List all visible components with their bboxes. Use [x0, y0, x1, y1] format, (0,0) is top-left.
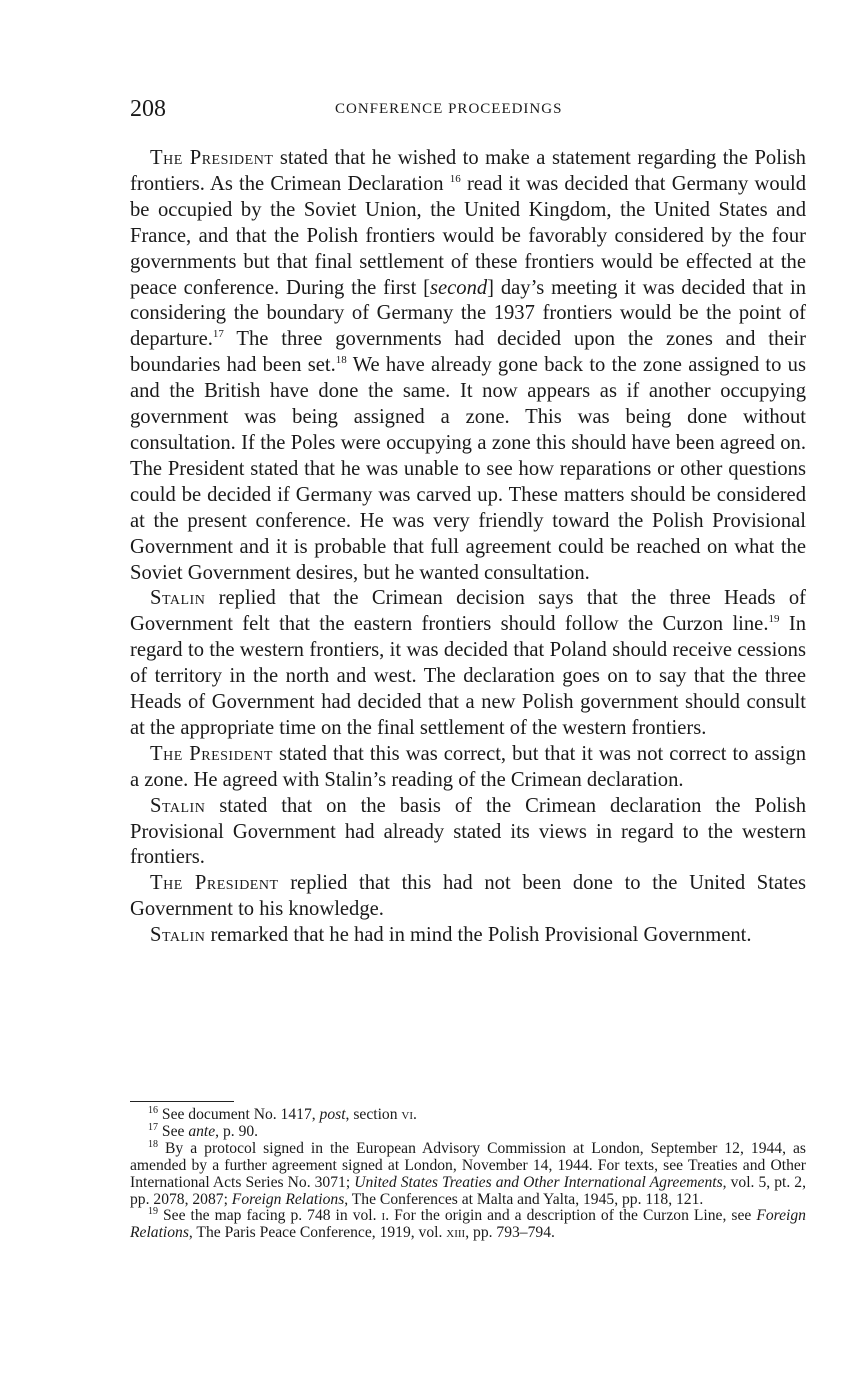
paragraph-text: stated that this was correct, but that it was not correct to assign a zone. He agreed with Stalin’s reading of the Crimean declaration.: [130, 742, 806, 791]
footnote-text: . For the origin and a description of the Curzon Line, see: [385, 1207, 757, 1225]
paragraph-text: replied that the Crimean decision says that the three Heads of Government felt that the eastern frontiers should follow the Curzon line.: [130, 587, 806, 636]
footnote-divider: [130, 1101, 234, 1102]
speaker-name: The President: [150, 872, 279, 895]
speaker-name: Stalin: [150, 794, 206, 817]
footnote-ref[interactable]: 18: [335, 354, 347, 367]
paragraph: [130, 923, 806, 949]
footnote-text: , vol. 5, pt. 2, pp. 2078, 2087;: [130, 1173, 806, 1208]
footnote-number: 16: [148, 1104, 158, 1116]
footnote-number: 18: [148, 1138, 158, 1150]
page-number: 208: [130, 96, 166, 122]
paragraph-text: stated that he wished to make a statement regarding the Polish frontiers. As the Crimean Declaration: [130, 147, 806, 195]
paragraph: [130, 742, 806, 794]
footnote-text-italic: ante: [188, 1122, 216, 1140]
footnote-text-italic: Foreign Relations: [130, 1207, 806, 1242]
footnote-ref[interactable]: 17: [212, 328, 224, 341]
body-text: [130, 146, 806, 949]
footnote: [130, 1104, 806, 1124]
footnote-number: 17: [148, 1121, 158, 1133]
paragraph: [130, 871, 806, 923]
footnote-roman-numeral: i: [381, 1207, 386, 1225]
footnote-ref[interactable]: 19: [768, 613, 780, 626]
running-title: CONFERENCE PROCEEDINGS: [335, 101, 563, 117]
footnote: [130, 1208, 806, 1242]
speaker-name: The President: [150, 742, 273, 765]
paragraph-text: read it was decided that Germany would be occupied by the Soviet Union, the United Kingdom, the United States and France, and that the Polish frontiers would be favorably considered by the four governments but that final settlement of these frontiers would be effected at the peace conference. During the first [: [130, 172, 807, 299]
speaker-name: Stalin: [150, 587, 206, 610]
paragraph: [130, 794, 806, 872]
paragraph: [130, 146, 806, 586]
footnote-text: , pp. 793–794.: [465, 1224, 555, 1242]
footnotes: [130, 1104, 806, 1242]
paragraph-text-italic: second: [429, 276, 488, 299]
footnote-roman-numeral: vi: [401, 1106, 414, 1123]
paragraph-text: ] day’s meeting it was decided that in considering the boundary of Germany the 1937 frontiers would be the point of departure.: [130, 276, 807, 351]
footnote-text-italic: United States Treaties and Other International Agreements: [354, 1173, 723, 1191]
footnote-text: See the map facing p. 748 in vol.: [158, 1207, 382, 1225]
paragraph: [130, 586, 806, 741]
footnote-number: 19: [148, 1206, 158, 1218]
footnote-text: See: [158, 1122, 189, 1140]
footnote-text: , The Paris Peace Conference, 1919, vol.: [188, 1224, 447, 1242]
paragraph-text: replied that this had not been done to the United States Government to his knowledge.: [130, 872, 806, 921]
paragraph-text: remarked that he had in mind the Polish Provisional Government.: [205, 924, 752, 947]
footnote-text: See document No. 1417,: [158, 1106, 320, 1123]
footnote-text: .: [413, 1106, 417, 1123]
paragraph-text: In regard to the western frontiers, it was decided that Poland should receive cessions of territory in the north and west. The declaration goes on to say that the three Heads of Government had decided that a new Polish government should consult at the appropriate time on the final settlement of the western frontiers.: [130, 613, 806, 739]
footnote-ref[interactable]: 16: [449, 173, 461, 186]
footnote-roman-numeral: xiii: [446, 1224, 466, 1242]
paragraph-text: stated that on the basis of the Crimean declaration the Polish Provisional Government had already stated its views in regard to the western frontiers.: [130, 794, 806, 869]
footnote-text: By a protocol signed in the European Advisory Commission at London, September 12, 1944, as amended by a further agreement signed at London, November 14, 1944. For texts, see Treaties and Other International Acts Series No. 3071;: [130, 1139, 806, 1191]
footnote-text: , section: [345, 1106, 402, 1123]
footnote: [130, 1121, 806, 1141]
footnote-text-italic: Foreign Relations: [231, 1190, 345, 1208]
footnote-text-italic: post: [319, 1106, 346, 1123]
footnote-text: , The Conferences at Malta and Yalta, 1945, pp. 118, 121.: [344, 1190, 704, 1208]
speaker-name: The President: [150, 147, 274, 169]
footnote-text: , p. 90.: [215, 1122, 259, 1140]
paragraph-text: The three governments had decided upon the zones and their boundaries had been set.: [130, 328, 806, 377]
paragraph-text: We have already gone back to the zone assigned to us and the British have done the same. It now appears as if another occupying government was being assigned a zone. This was being done without consultation. If the Poles were occupying a zone this should have been agreed on. The President stated that he was unable to see how reparations or other questions could be decided if Germany was carved up. These matters should be considered at the present conference. He was very friendly toward the Polish Provisional Government and it is probable that full agreement could be reached on what the Soviet Government desires, but he wanted consultation.: [130, 354, 806, 584]
speaker-name: Stalin: [150, 924, 206, 947]
footnote: [130, 1138, 806, 1209]
